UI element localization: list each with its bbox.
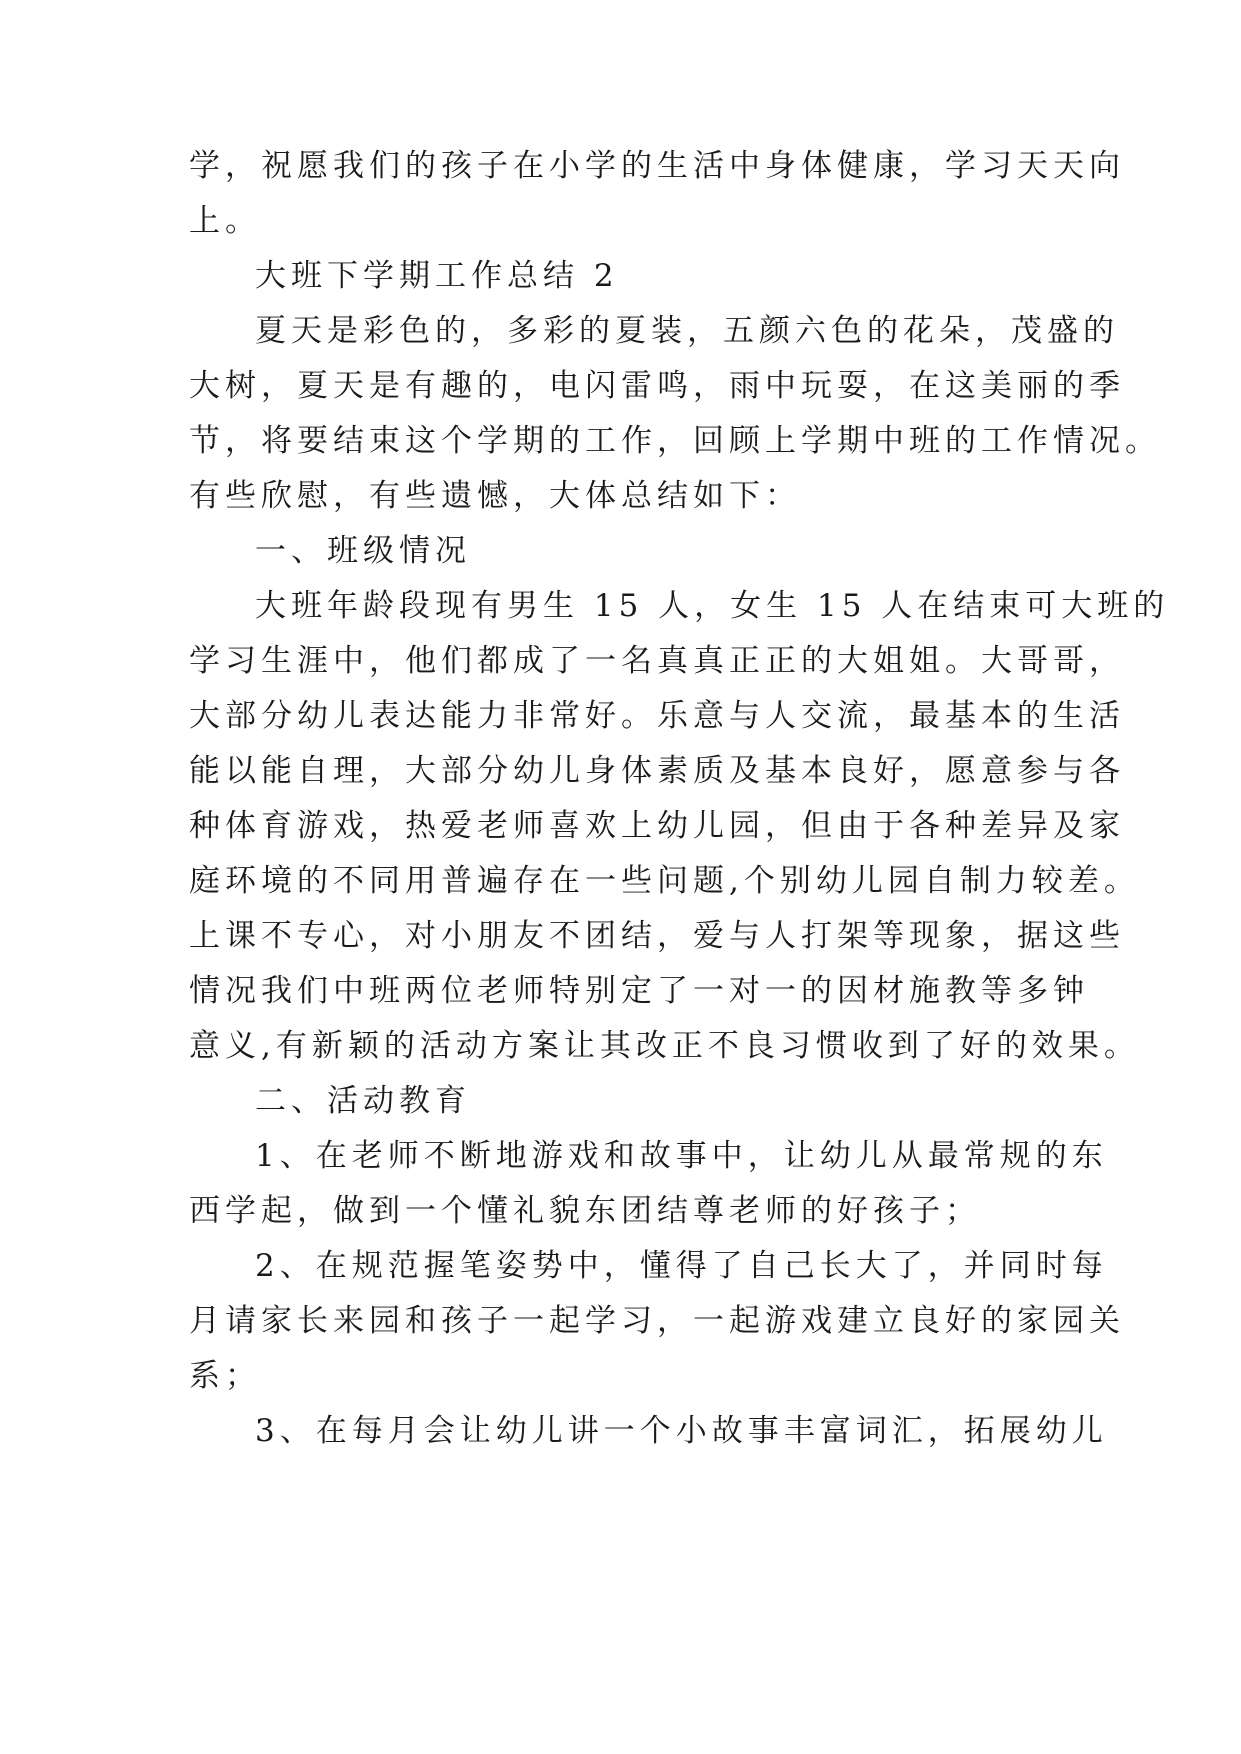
text-line: 西学起，做到一个懂礼貌东团结尊老师的好孩子； <box>189 1193 981 1229</box>
text-line: 能以能自理，大部分幼儿身体素质及基本良好，愿意参与各 <box>189 753 1125 789</box>
text-line: 学，祝愿我们的孩子在小学的生活中身体健康，学习天天向 <box>189 148 1125 184</box>
text-line: 大部分幼儿表达能力非常好。乐意与人交流，最基本的生活 <box>189 698 1125 734</box>
text-line: 意义,有新颖的活动方案让其改正不良习惯收到了好的效果。 <box>189 1028 1140 1064</box>
text-line: 情况我们中班两位老师特别定了一对一的因材施教等多钟 <box>189 973 1089 1009</box>
text-line: 系； <box>189 1358 261 1394</box>
subsection-heading: 一、班级情况 <box>255 533 471 569</box>
text-line: 大树，夏天是有趣的，电闪雷鸣，雨中玩耍，在这美丽的季 <box>189 368 1125 404</box>
section-heading: 大班下学期工作总结 2 <box>255 258 619 294</box>
subsection-heading: 二、活动教育 <box>255 1083 471 1119</box>
text-line: 学习生涯中，他们都成了一名真真正正的大姐姐。大哥哥， <box>189 643 1125 679</box>
list-item: 2、在规范握笔姿势中，懂得了自己长大了，并同时每 <box>255 1248 1108 1284</box>
list-item: 1、在老师不断地游戏和故事中，让幼儿从最常规的东 <box>255 1138 1108 1174</box>
text-line: 月请家长来园和孩子一起学习，一起游戏建立良好的家园关 <box>189 1303 1125 1339</box>
text-line: 节，将要结束这个学期的工作，回顾上学期中班的工作情况。 <box>189 423 1161 459</box>
text-line: 庭环境的不同用普遍存在一些问题,个别幼儿园自制力较差。 <box>189 863 1140 899</box>
text-line: 有些欣慰，有些遗憾，大体总结如下： <box>189 478 801 514</box>
list-item: 3、在每月会让幼儿讲一个小故事丰富词汇，拓展幼儿 <box>255 1413 1108 1449</box>
text-line: 种体育游戏，热爱老师喜欢上幼儿园，但由于各种差异及家 <box>189 808 1125 844</box>
text-line: 大班年龄段现有男生 15 人，女生 15 人在结束可大班的 <box>255 588 1170 624</box>
text-line: 上课不专心，对小朋友不团结，爱与人打架等现象，据这些 <box>189 918 1125 954</box>
text-line: 上。 <box>189 203 261 239</box>
text-line: 夏天是彩色的，多彩的夏装，五颜六色的花朵，茂盛的 <box>255 313 1119 349</box>
